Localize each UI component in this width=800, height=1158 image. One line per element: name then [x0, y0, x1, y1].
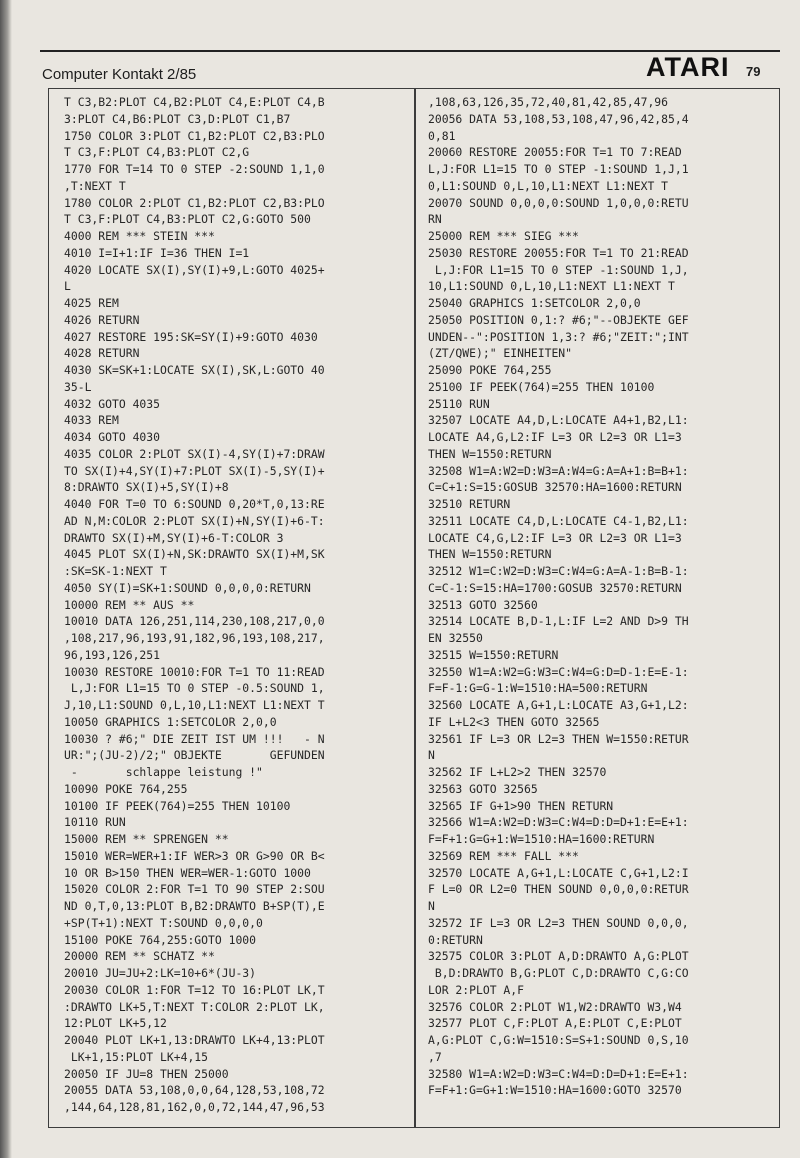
code-listing-left-column — [64, 94, 408, 1116]
code-line: 32570 LOCATE A,G+1,L:LOCATE C,G+1,L2:I — [428, 865, 689, 880]
code-line: 96,193,126,251 — [64, 647, 161, 662]
code-line: A,G:PLOT C,G:W=1510:S=S+1:SOUND 0,S,10 — [428, 1033, 689, 1047]
code-line: 0,L1:SOUND 0,L,10,L1:NEXT L1:NEXT T — [428, 178, 669, 193]
code-line: 4028 RETURN — [64, 346, 140, 361]
code-line: 32550 W1=A:W2=G:W3=C:W4=G:D=D-1:E=E-1: — [428, 664, 689, 679]
code-line: 1770 FOR T=14 TO 0 STEP -2:SOUND 1,1,0 — [64, 162, 325, 176]
code-line: 4040 FOR T=0 TO 6:SOUND 0,20*T,0,13:RE — [64, 497, 325, 511]
code-line: 20010 JU=JU+2:LK=10+6*(JU-3) — [64, 966, 257, 980]
code-line: T C3,B2:PLOT C4,B2:PLOT C4,E:PLOT C4,B — [64, 95, 325, 109]
code-line: 8:DRAWTO SX(I)+5,SY(I)+8 — [64, 480, 229, 495]
code-line: 1780 COLOR 2:PLOT C1,B2:PLOT C2,B3:PLO — [64, 195, 325, 210]
code-line: EN 32550 — [428, 631, 483, 645]
code-line: 25100 IF PEEK(764)=255 THEN 10100 — [428, 379, 655, 394]
code-line: 10030 ? #6;" DIE ZEIT IST UM !!! - N — [64, 731, 325, 746]
code-line: L,J:FOR L1=15 TO 0 STEP -0.5:SOUND 1, — [64, 681, 325, 696]
code-line: UNDEN--":POSITION 1,3:? #6;"ZEIT:";INT — [428, 329, 689, 344]
code-line: AD N,M:COLOR 2:PLOT SX(I)+N,SY(I)+6-T: — [64, 513, 325, 528]
code-line: 32515 W=1550:RETURN — [428, 647, 559, 662]
code-line: ,7 — [428, 1049, 442, 1064]
code-line: - schlappe leistung !" — [64, 765, 263, 779]
code-line: RN — [428, 212, 442, 227]
code-line: F=F+1:G=G+1:W=1510:HA=1600:GOTO 32570 — [428, 1083, 682, 1098]
code-line: 35-L — [64, 379, 92, 394]
code-line: 4045 PLOT SX(I)+N,SK:DRAWTO SX(I)+M,SK — [64, 547, 325, 562]
code-line: ,144,64,128,81,162,0,0,72,144,47,96,53 — [64, 1100, 325, 1114]
brand-logo-atari: ATARI — [646, 52, 730, 82]
code-line: 32563 GOTO 32565 — [428, 781, 538, 796]
code-line: LOR 2:PLOT A,F — [428, 982, 525, 997]
code-line: 4035 COLOR 2:PLOT SX(I)-4,SY(I)+7:DRAW — [64, 446, 325, 461]
code-line: L,J:FOR L1=15 TO 0 STEP -1:SOUND 1,J,1 — [428, 162, 689, 176]
code-line: 25050 POSITION 0,1:? #6;"--OBJEKTE GEF — [428, 312, 689, 327]
code-line: 1750 COLOR 3:PLOT C1,B2:PLOT C2,B3:PLO — [64, 128, 325, 143]
code-line: 32566 W1=A:W2=D:W3=C:W4=D:D=D+1:E=E+1: — [428, 815, 689, 830]
code-line: LOCATE C4,G,L2:IF L=3 OR L2=3 OR L1=3 — [428, 530, 682, 545]
code-line: 20070 SOUND 0,0,0,0:SOUND 1,0,0,0:RETU — [428, 195, 689, 210]
code-line: 4033 REM — [64, 413, 119, 428]
code-line: 10000 REM ** AUS ** — [64, 597, 195, 612]
code-line: 32513 GOTO 32560 — [428, 597, 538, 612]
code-line: 32514 LOCATE B,D-1,L:IF L=2 AND D>9 TH — [428, 614, 689, 629]
code-line: 10,L1:SOUND 0,L,10,L1:NEXT L1:NEXT T — [428, 279, 675, 294]
code-line: 15000 REM ** SPRENGEN ** — [64, 832, 229, 846]
code-line: B,D:DRAWTO B,G:PLOT C,D:DRAWTO C,G:CO — [428, 966, 689, 980]
code-line: 20050 IF JU=8 THEN 25000 — [64, 1066, 229, 1081]
page-number: 79 — [746, 64, 761, 79]
code-line: 25040 GRAPHICS 1:SETCOLOR 2,0,0 — [428, 296, 641, 310]
code-line: LK+1,15:PLOT LK+4,15 — [64, 1049, 209, 1064]
code-line: (ZT/QWE);" EINHEITEN" — [428, 346, 573, 361]
code-line: 15020 COLOR 2:FOR T=1 TO 90 STEP 2:SOU — [64, 882, 325, 897]
code-line: 3:PLOT C4,B6:PLOT C3,D:PLOT C1,B7 — [64, 111, 291, 126]
code-line: C=C+1:S=15:GOSUB 32570:HA=1600:RETURN — [428, 480, 682, 495]
code-line: T C3,F:PLOT C4,B3:PLOT C2,G — [64, 145, 250, 160]
code-line: 20030 COLOR 1:FOR T=12 TO 16:PLOT LK,T — [64, 982, 325, 997]
code-line: C=C-1:S=15:HA=1700:GOSUB 32570:RETURN — [428, 580, 682, 595]
code-line: 0,81 — [428, 128, 456, 143]
code-line: 32512 W1=C:W2=D:W3=C:W4=G:A=A-1:B=B-1: — [428, 564, 689, 578]
code-line: THEN W=1550:RETURN — [428, 446, 552, 461]
code-line: ,108,217,96,193,91,182,96,193,108,217, — [64, 631, 325, 645]
code-line: +SP(T+1):NEXT T:SOUND 0,0,0,0 — [64, 915, 263, 930]
page-edge-shadow — [0, 0, 12, 1158]
code-line: :SK=SK-1:NEXT T — [64, 564, 167, 578]
code-line: 32508 W1=A:W2=D:W3=A:W4=G:A=A+1:B=B+1: — [428, 463, 689, 478]
code-line: 10030 RESTORE 10010:FOR T=1 TO 11:READ — [64, 664, 325, 679]
code-line: 4027 RESTORE 195:SK=SY(I)+9:GOTO 4030 — [64, 329, 318, 344]
code-line: 4050 SY(I)=SK+1:SOUND 0,0,0,0:RETURN — [64, 580, 311, 595]
code-line: 10100 IF PEEK(764)=255 THEN 10100 — [64, 798, 291, 813]
code-line: N — [428, 748, 435, 763]
code-line: DRAWTO SX(I)+M,SY(I)+6-T:COLOR 3 — [64, 530, 284, 545]
code-line: 32510 RETURN — [428, 497, 511, 511]
code-line: 20056 DATA 53,108,53,108,47,96,42,85,4 — [428, 111, 689, 126]
code-line: N — [428, 899, 435, 913]
code-line: F=F+1:G=G+1:W=1510:HA=1600:RETURN — [428, 832, 655, 846]
code-line: 20000 REM ** SCHATZ ** — [64, 949, 215, 964]
code-line: :DRAWTO LK+5,T:NEXT T:COLOR 2:PLOT LK, — [64, 999, 325, 1014]
magazine-title: Computer Kontakt 2/85 — [42, 66, 197, 83]
code-line: 0:RETURN — [428, 932, 483, 947]
code-line: 15010 WER=WER+1:IF WER>3 OR G>90 OR B< — [64, 848, 325, 863]
code-line: 4025 REM — [64, 296, 119, 310]
code-line: 4032 GOTO 4035 — [64, 396, 161, 411]
code-line: 32562 IF L+L2>2 THEN 32570 — [428, 765, 607, 779]
code-line: 25110 RUN — [428, 396, 490, 411]
code-line: 4030 SK=SK+1:LOCATE SX(I),SK,L:GOTO 40 — [64, 363, 325, 377]
code-line: ,T:NEXT T — [64, 178, 126, 193]
code-line: 32572 IF L=3 OR L2=3 THEN SOUND 0,0,0, — [428, 915, 689, 930]
code-line: 10010 DATA 126,251,114,230,108,217,0,0 — [64, 614, 325, 629]
code-line: 32565 IF G+1>90 THEN RETURN — [428, 798, 614, 813]
code-line: ,108,63,126,35,72,40,81,42,85,47,96 — [428, 95, 669, 109]
code-line: 20060 RESTORE 20055:FOR T=1 TO 7:READ — [428, 145, 682, 160]
code-line: 32580 W1=A:W2=D:W3=C:W4=D:D=D+1:E=E+1: — [428, 1066, 689, 1081]
code-line: T C3,F:PLOT C4,B3:PLOT C2,G:GOTO 500 — [64, 212, 311, 227]
code-line: F=F-1:G=G-1:W=1510:HA=500:RETURN — [428, 681, 648, 696]
code-line: 25030 RESTORE 20055:FOR T=1 TO 21:READ — [428, 245, 689, 260]
code-line: 10050 GRAPHICS 1:SETCOLOR 2,0,0 — [64, 714, 277, 729]
code-line: 32507 LOCATE A4,D,L:LOCATE A4+1,B2,L1: — [428, 413, 689, 428]
code-line: 10110 RUN — [64, 815, 126, 830]
code-line: 10 OR B>150 THEN WER=WER-1:GOTO 1000 — [64, 865, 311, 880]
code-line: 4026 RETURN — [64, 312, 140, 327]
code-line: IF L+L2<3 THEN GOTO 32565 — [428, 714, 600, 729]
code-line: 4010 I=I+1:IF I=36 THEN I=1 — [64, 245, 250, 260]
code-line: 20040 PLOT LK+1,13:DRAWTO LK+4,13:PLOT — [64, 1033, 325, 1047]
code-line: 4000 REM *** STEIN *** — [64, 229, 215, 243]
code-line: LOCATE A4,G,L2:IF L=3 OR L2=3 OR L1=3 — [428, 430, 682, 444]
code-line: 25090 POKE 764,255 — [428, 363, 552, 377]
code-line: TO SX(I)+4,SY(I)+7:PLOT SX(I)-5,SY(I)+ — [64, 463, 325, 478]
code-line: 32560 LOCATE A,G+1,L:LOCATE A3,G+1,L2: — [428, 698, 689, 712]
code-line: 10090 POKE 764,255 — [64, 781, 188, 796]
code-line: L — [64, 279, 71, 294]
code-line: THEN W=1550:RETURN — [428, 547, 552, 562]
code-line: 32577 PLOT C,F:PLOT A,E:PLOT C,E:PLOT — [428, 1016, 682, 1031]
code-line: 32575 COLOR 3:PLOT A,D:DRAWTO A,G:PLOT — [428, 949, 689, 964]
code-line: L,J:FOR L1=15 TO 0 STEP -1:SOUND 1,J, — [428, 262, 689, 277]
code-line: J,10,L1:SOUND 0,L,10,L1:NEXT L1:NEXT T — [64, 698, 325, 712]
code-line: F L=0 OR L2=0 THEN SOUND 0,0,0,0:RETUR — [428, 882, 689, 897]
code-listing-right-column — [428, 94, 776, 1099]
code-line: 25000 REM *** SIEG *** — [428, 229, 579, 243]
code-line: 32569 REM *** FALL *** — [428, 848, 579, 863]
code-line: 4034 GOTO 4030 — [64, 430, 161, 444]
code-line: 4020 LOCATE SX(I),SY(I)+9,L:GOTO 4025+ — [64, 262, 325, 277]
code-line: 32511 LOCATE C4,D,L:LOCATE C4-1,B2,L1: — [428, 513, 689, 528]
code-line: ND 0,T,0,13:PLOT B,B2:DRAWTO B+SP(T),E — [64, 899, 325, 913]
code-line: UR:";(JU-2)/2;" OBJEKTE GEFUNDEN — [64, 748, 325, 763]
code-line: 32576 COLOR 2:PLOT W1,W2:DRAWTO W3,W4 — [428, 999, 682, 1014]
code-line: 15100 POKE 764,255:GOTO 1000 — [64, 932, 257, 947]
column-divider — [414, 88, 416, 1128]
code-line: 32561 IF L=3 OR L2=3 THEN W=1550:RETUR — [428, 731, 689, 746]
code-line: 12:PLOT LK+5,12 — [64, 1016, 167, 1031]
code-line: 20055 DATA 53,108,0,0,64,128,53,108,72 — [64, 1083, 325, 1098]
